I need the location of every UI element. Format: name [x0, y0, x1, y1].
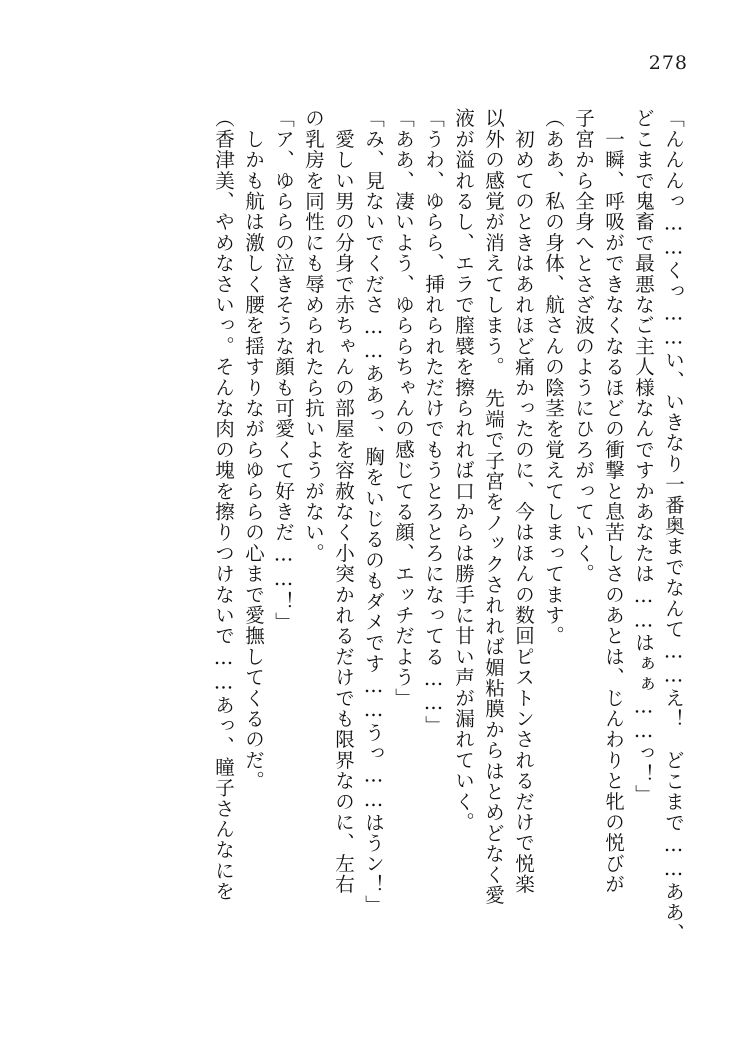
- text-line: の乳房を同性にも辱められたら抗いようがない。: [302, 108, 325, 564]
- text-line: （ああ、私の身体、航さんの陰茎を覚えてしまってます。: [542, 108, 565, 647]
- text-line: 以外の感覚が消えてしまう。 先端で子宮をノックされれば媚粘膜からはとめどなく愛: [482, 108, 505, 906]
- text-line: 「ああ、凄いよう、ゆららちゃんの感じてる顔、エッチだよう」: [392, 108, 415, 709]
- text-line: 初めてのときはあれほど痛かったのに、今はほんの数回ピストンされるだけで悦楽: [512, 108, 535, 895]
- text-line: 「うわ、ゆらら、挿れられただけでもうとろとろになってる……」: [422, 108, 445, 736]
- text-line: 液が溢れるし、エラで膣襞を擦られれば口からは勝手に甘い声が漏れていく。: [452, 108, 475, 833]
- text-line: しかも航は激しく腰を揺すりながらゆららの心まで愛撫してくるのだ。: [242, 108, 265, 792]
- text-line: （香津美、やめなさいっ。そんな肉の塊を擦りつけないで……あっ、瞳子さんなにを: [212, 108, 235, 902]
- page-number: 278: [648, 52, 688, 74]
- text-line: 子宮から全身へとさざ波のようにひろがっていく。: [572, 108, 595, 585]
- text-line: 一瞬、呼吸ができなくなるほどの衝撃と息苦しさのあとは、じんわりと牝の悦びが: [602, 108, 625, 895]
- text-line: どこまで鬼畜で最悪なご主人様なんですかあなたは……はぁぁ……っ！」: [632, 108, 655, 806]
- text-line: 「んんんっ……くっ……い、いきなり一番奥までなんて……え！ どこまで……ああ、: [662, 108, 685, 944]
- text-line: 愛しい男の分身で赤ちゃんの部屋を容赦なく小突かれるだけでも限界なのに、左右: [332, 108, 355, 895]
- text-line: 「み、見ないでくださ……ああっ、胸をいじるのもダメです……うっ……はうン！」: [362, 108, 385, 916]
- text-line: 「ア、ゆららの泣きそうな顔も可愛くて好きだ……！」: [272, 108, 295, 633]
- vertical-text-body: [48, 108, 688, 978]
